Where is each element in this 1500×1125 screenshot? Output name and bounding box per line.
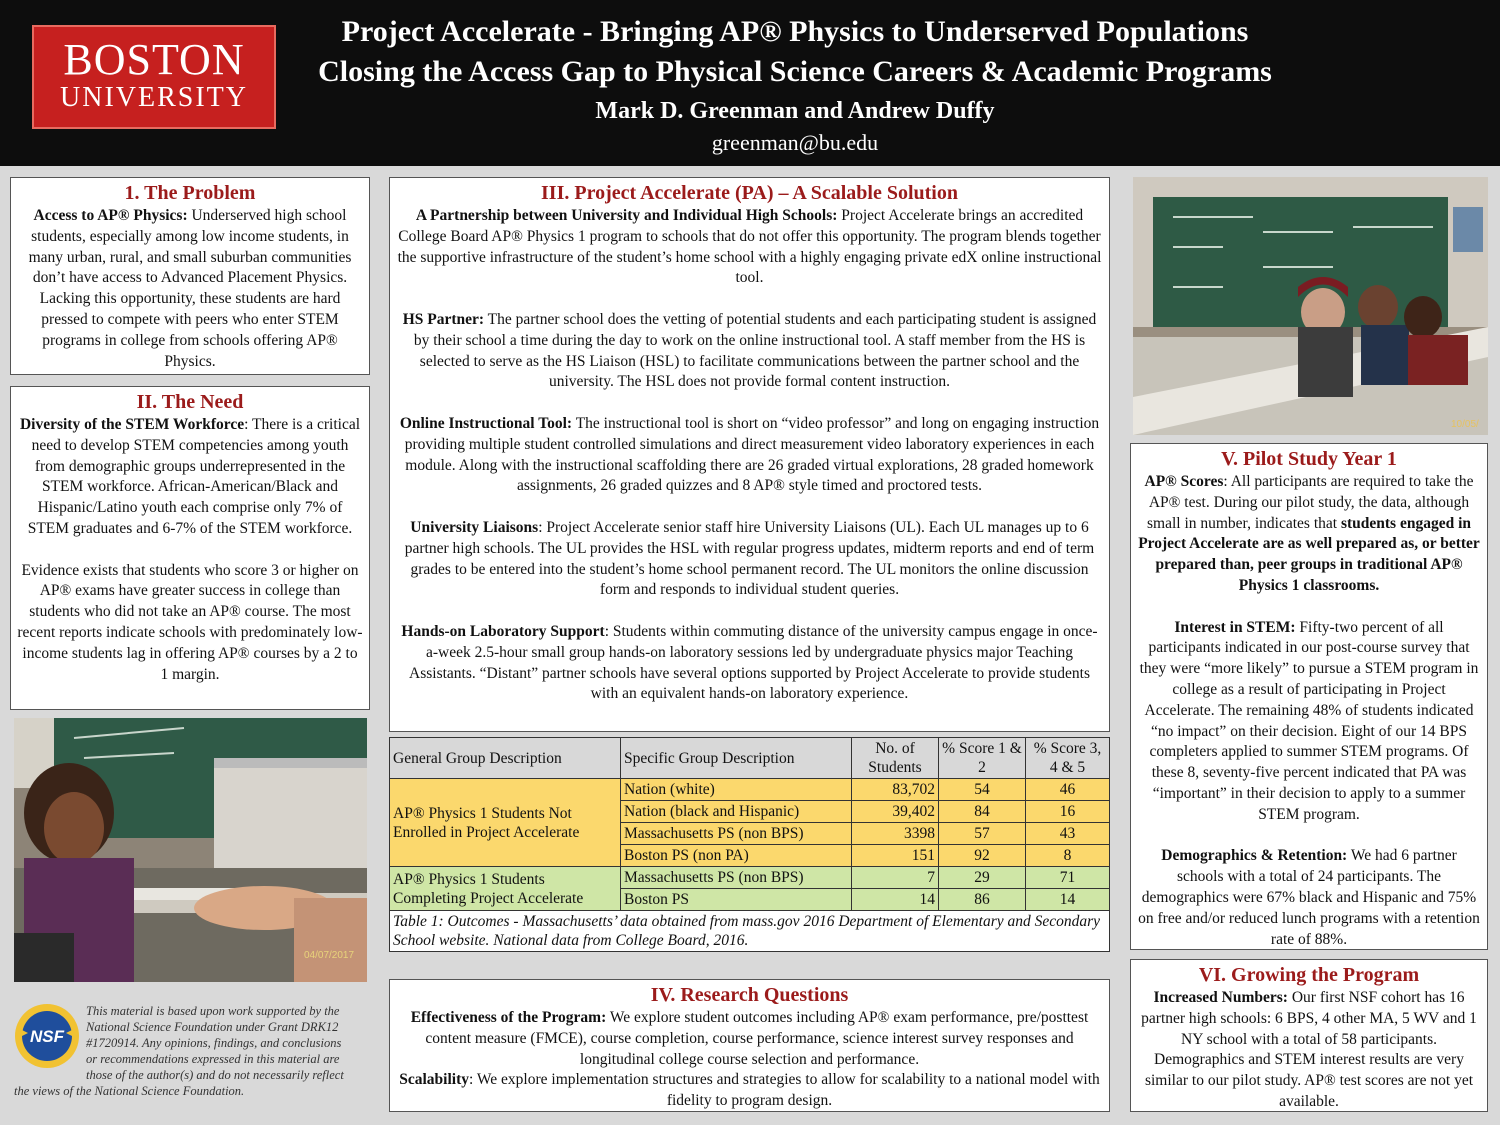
solution-p4-lead: University Liaisons [410, 518, 539, 536]
nsf-logo-text: NSF [30, 1027, 64, 1046]
row-low-score: 57 [939, 823, 1026, 845]
poster-header [0, 0, 1500, 166]
poster-title [290, 12, 1300, 92]
row-specific: Nation (black and Hispanic) [621, 801, 852, 823]
solution-p3-text: The instructional tool is short on “video professor” and long on engaging instruction providing multiple student controlled simulations and direct measurement video laboratory experiences in each module. Along with the instructional scaffolding there are 26 graded virtual explorations, 28 graded homework assignments, 26 graded quizzes and 8 AP® style timed and proctored tests. [404, 414, 1100, 495]
problem-text: Underserved high school students, especially among low income students, in many urban, rural, and small suburban communities don’t have access to Advanced Placement Physics. Lacking this opportunity, these students are hard pressed to compete with peers who enter STEM programs in college from schools offering AP® Physics. [28, 207, 352, 370]
research-section [389, 979, 1110, 1112]
table-header: % Score 3, 4 & 5 [1026, 738, 1110, 779]
problem-section [10, 177, 370, 375]
pilot-p3-lead: Demographics & Retention: [1161, 847, 1348, 865]
row-low-score: 86 [939, 889, 1026, 911]
row-specific: Boston PS [621, 889, 852, 911]
students-lab-photo-art [14, 718, 367, 982]
nsf-text: This material is based upon work supported by the National Science Foundation under Grant DRK12 #1720914. Any opinions, findings, and conclusions or recommendations expressed in this material are those of the author(s) and do not necessarily reflect the views of the National Science Foundation. [14, 1004, 344, 1098]
solution-p1-lead: A Partnership between University and Individual High Schools: [415, 207, 838, 224]
row-high-score: 16 [1026, 801, 1110, 823]
need-heading: II. The Need [136, 391, 244, 413]
row-specific: Massachusetts PS (non BPS) [621, 867, 852, 889]
growing-text: Our first NSF cohort has 16 partner high schools: 6 BPS, 4 other MA, 5 WV and 1 NY school with a total of 58 participants. Demographics and STEM interest results are very similar to our pilot study. AP® test scores are not yet available. [1141, 989, 1477, 1110]
nsf-logo-icon [14, 1003, 80, 1069]
group-completing: AP® Physics 1 Students Completing Project Accelerate [390, 867, 621, 911]
solution-p2-text: The partner school does the vetting of potential students and each participating student is assigned by their school a time during the day to work on the online instructional tool. A staff member from the HS is selected to serve as the HS Liaison (HSL) to facilitate communications between the partner school and the university. The HSL does not provide formal content instruction. [413, 310, 1097, 391]
problem-lead: Access to AP® Physics: [33, 207, 188, 224]
solution-p1-text: Project Accelerate brings an accredited College Board AP® Physics 1 program to schools that do not offer this opportunity. The program blends together the supportive infrastructure of the student’s home school with a highly engaging private edX online instructional tool. [397, 207, 1102, 287]
solution-p5-text: : Students within commuting distance of the university campus engage in once-a-week 2.5-hour small group hands-on laboratory sessions led by undergraduate physics major Teaching Assistants. “Distant” partner schools have several options supported by Project Accelerate to provide students with an equivalent hands-on laboratory experience. [409, 622, 1098, 703]
table-header: No. of Students [852, 738, 939, 779]
row-low-score: 54 [939, 779, 1026, 801]
pilot-p2-lead: Interest in STEM: [1174, 618, 1296, 636]
need-para2: Evidence exists that students who score 3 or higher on AP® exams have greater success in college than students who did not take an AP® course. The most recent reports indicate schools with predominately low-income students lag in offering AP® courses by a 2 to 1 margin. [17, 561, 363, 683]
pilot-p1-lead: AP® Scores [1144, 473, 1224, 490]
row-high-score: 71 [1026, 867, 1110, 889]
solution-section [389, 177, 1110, 732]
research-p1-lead: Effectiveness of the Program: [410, 1009, 607, 1026]
left-photo-date: 04/07/2017 [304, 950, 355, 961]
pilot-heading: V. Pilot Study Year 1 [1221, 448, 1397, 470]
right-photo-date: 10/05/ [1451, 419, 1479, 430]
table-row [390, 779, 1110, 801]
email: greenman@bu.edu [711, 130, 879, 155]
logo-line1: BOSTON [63, 35, 245, 84]
row-high-score: 8 [1026, 845, 1110, 867]
solution-p2-lead: HS Partner: [402, 310, 485, 328]
growing-section [1130, 959, 1488, 1112]
table-header: General Group Description [390, 738, 621, 779]
table-row [390, 867, 1110, 889]
title-line2: Closing the Access Gap to Physical Science Careers & Academic Programs [318, 55, 1272, 88]
classroom-photo [1133, 177, 1488, 435]
row-low-score: 29 [939, 867, 1026, 889]
solution-p4-text: : Project Accelerate senior staff hire University Liaisons (UL). Each UL manages up to 6 partner high schools. The UL provides the HSL with regular progress updates, midterm reports and end of term grades to be entered into the student’s home school permanent record. The UL monitors the online discussion form and responds to individual student queries. [404, 518, 1095, 599]
growing-heading: VI. Growing the Program [1198, 964, 1420, 986]
row-students: 3398 [852, 823, 939, 845]
row-specific: Massachusetts PS (non BPS) [621, 823, 852, 845]
growing-lead: Increased Numbers: [1153, 989, 1288, 1006]
problem-heading: 1. The Problem [124, 182, 256, 204]
logo-line2: UNIVERSITY [60, 82, 248, 113]
row-students: 83,702 [852, 779, 939, 801]
row-high-score: 46 [1026, 779, 1110, 801]
boston-university-logo [32, 25, 276, 129]
pilot-p2-text: Fifty-two percent of all participants indicated in our post-course survey that they were “more likely” to pursue a STEM program in college as a result of participating in Project Accelerate. The remaining 48% of students indicated “no impact” on their decision. Eight of our 14 BPS completers applied to summer STEM programs. Of these 8, seventy-five percent indicated that PA was “important” in their decision to apply to a summer STEM program. [1139, 618, 1479, 823]
students-lab-photo [14, 718, 367, 982]
table-caption: Table 1: Outcomes - Massachusetts’ data obtained from mass.gov 2016 Department of Elementary and Secondary School website. National data from College Board, 2016. [390, 911, 1110, 952]
authors: Mark D. Greenman and Andrew Duffy [595, 98, 995, 124]
row-students: 39,402 [852, 801, 939, 823]
row-specific: Nation (white) [621, 779, 852, 801]
pilot-section [1130, 443, 1488, 950]
research-p2-lead: Scalability [399, 1071, 469, 1089]
row-students: 151 [852, 845, 939, 867]
classroom-photo-art [1133, 177, 1488, 435]
group-not-enrolled: AP® Physics 1 Students Not Enrolled in Project Accelerate [390, 779, 621, 867]
row-students: 7 [852, 867, 939, 889]
solution-p5-lead: Hands-on Laboratory Support [401, 622, 605, 640]
title-line1: Project Accelerate - Bringing AP® Physics to Underserved Populations [341, 15, 1249, 48]
outcomes-table [389, 737, 1110, 952]
need-lead: Diversity of the STEM Workforce [19, 416, 245, 433]
solution-p3-lead: Online Instructional Tool: [399, 414, 573, 432]
solution-heading: III. Project Accelerate (PA) – A Scalable Solution [541, 182, 958, 204]
row-specific: Boston PS (non PA) [621, 845, 852, 867]
research-p1-text: We explore student outcomes including AP® exam performance, pre/posttest content measure (FMCE), course completion, course performance, science interest survey responses and longitudinal college course selection and performance. [425, 1009, 1089, 1068]
pilot-p3-text: We had 6 partner schools with a total of 24 participants. The demographics were 67% black and Hispanic and 75% on free and/or reduced lunch programs with a retention rate of 88%. [1138, 847, 1480, 948]
table-header: % Score 1 & 2 [939, 738, 1026, 779]
table-header: Specific Group Description [621, 738, 852, 779]
row-high-score: 14 [1026, 889, 1110, 911]
nsf-acknowledgement [14, 1003, 354, 1099]
row-high-score: 43 [1026, 823, 1110, 845]
need-text: : There is a critical need to develop STEM competencies among youth from demographic groups underrepresented in the STEM workforce. African-American/Black and Hispanic/Latino youth each comprise only 7% of STEM graduates and 6-7% of the STEM workforce. [27, 416, 361, 537]
row-low-score: 84 [939, 801, 1026, 823]
pilot-p1-text: : All participants are required to take the AP® test. During our pilot study, the data, although small in number, indicates that [1146, 473, 1474, 532]
row-low-score: 92 [939, 845, 1026, 867]
row-students: 14 [852, 889, 939, 911]
table-caption-row [390, 911, 1110, 952]
pilot-p1-bold: students engaged in Project Accelerate are as well prepared as, or better prepared than, peer groups in traditional AP® Physics 1 classrooms. [1138, 514, 1480, 594]
table-header-row [390, 738, 1110, 779]
research-p2-text: : We explore implementation structures and strategies to allow for scalability to a national model with fidelity to program design. [468, 1071, 1100, 1110]
research-heading: IV. Research Questions [650, 984, 849, 1006]
need-section [10, 386, 370, 710]
